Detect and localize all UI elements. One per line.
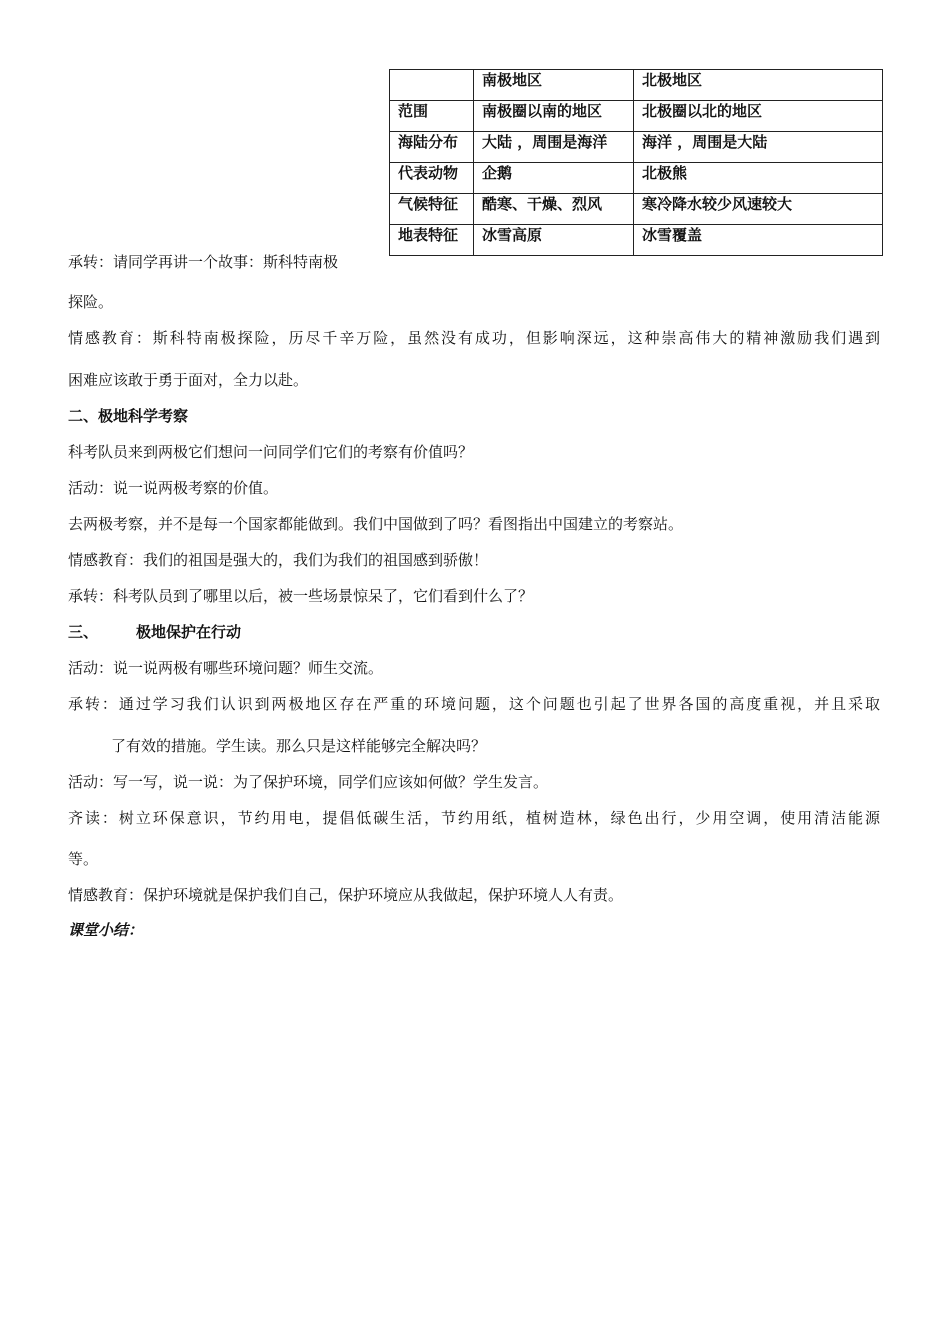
paragraph: 承转：科考队员到了哪里以后，被一些场景惊呆了，它们看到什么了？ (68, 587, 534, 605)
table-cell: 北极熊 (634, 163, 883, 194)
table-header-cell (390, 70, 474, 101)
table-header-cell: 南极地区 (474, 70, 634, 101)
table-row (390, 163, 883, 194)
paragraph: 齐读：树立环保意识，节约用电，提倡低碳生活，节约用纸，植树造林，绿色出行，少用空调，使用清洁能源 (68, 809, 880, 827)
paragraph: 承转：请同学再讲一个故事：斯科特南极 (68, 253, 339, 271)
table-cell: 北极圈以北的地区 (634, 101, 883, 132)
summary-heading: 课堂小结： (68, 921, 144, 939)
paragraph: 困难应该敢于勇于面对，全力以赴。 (68, 371, 309, 389)
paragraph: 情感教育：斯科特南极探险，历尽千辛万险，虽然没有成功，但影响深远，这种崇高伟大的精神激励我们遇到 (68, 329, 880, 347)
table-header-row (390, 70, 883, 101)
table-cell: 酷寒、干燥、烈风 (474, 194, 634, 225)
paragraph: 活动：说一说两极有哪些环境问题？师生交流。 (68, 659, 384, 677)
paragraph: 科考队员来到两极它们想问一问同学们它们的考察有价值吗？ (68, 443, 474, 461)
table-row (390, 132, 883, 163)
paragraph: 去两极考察，并不是每一个国家都能做到。我们中国做到了吗？看图指出中国建立的考察站。 (68, 515, 684, 533)
paragraph: 情感教育：保护环境就是保护我们自己，保护环境应从我做起，保护环境人人有责。 (68, 886, 624, 904)
table-cell: 海洋 ，周围是大陆 (634, 132, 883, 163)
table-header-cell: 北极地区 (634, 70, 883, 101)
paragraph: 活动：说一说两极考察的价值。 (68, 479, 279, 497)
polar-comparison-table (389, 69, 883, 256)
table-cell: 大陆 ，周围是海洋 (474, 132, 634, 163)
table-cell: 寒冷降水较少风速较大 (634, 194, 883, 225)
paragraph: 情感教育：我们的祖国是强大的，我们为我们的祖国感到骄傲！ (68, 551, 489, 569)
table-row (390, 101, 883, 132)
table-cell: 代表动物 (390, 163, 474, 194)
paragraph: 探险。 (68, 293, 114, 311)
section-heading: 二、极地科学考察 (68, 407, 189, 425)
paragraph: 等。 (68, 850, 99, 868)
section-number: 三、 (68, 623, 99, 641)
section-title: 极地保护在行动 (136, 623, 242, 641)
table-cell: 冰雪覆盖 (634, 225, 883, 256)
table-row (390, 194, 883, 225)
table-row (390, 225, 883, 256)
table-cell: 海陆分布 (390, 132, 474, 163)
table-cell: 范围 (390, 101, 474, 132)
table-cell: 气候特征 (390, 194, 474, 225)
table-cell: 南极圈以南的地区 (474, 101, 634, 132)
paragraph: 活动：写一写，说一说：为了保护环境，同学们应该如何做？学生发言。 (68, 773, 549, 791)
table-cell: 地表特征 (390, 225, 474, 256)
table-cell: 冰雪高原 (474, 225, 634, 256)
paragraph: 了有效的措施。学生读。那么只是这样能够完全解决吗？ (111, 737, 487, 755)
table-cell: 企鹅 (474, 163, 634, 194)
paragraph: 承转：通过学习我们认识到两极地区存在严重的环境问题，这个问题也引起了世界各国的高度重视，并且采取 (68, 695, 880, 713)
section-heading (68, 622, 241, 642)
